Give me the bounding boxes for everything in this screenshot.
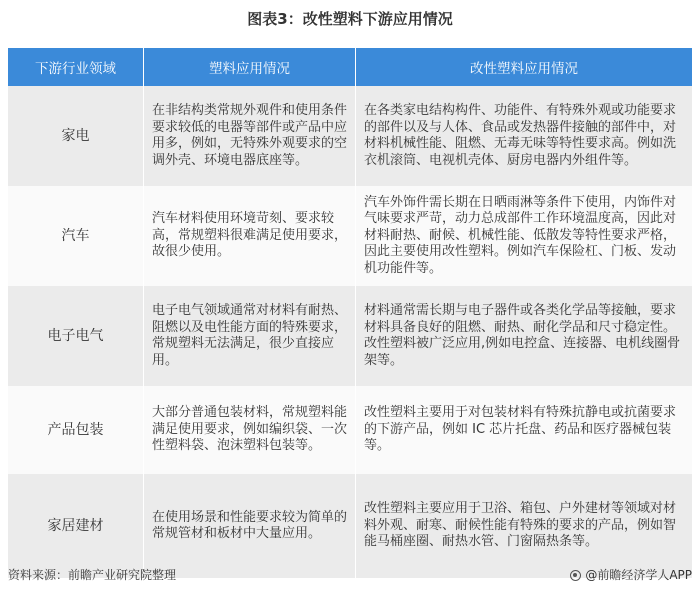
plastic-cell: 汽车材料使用环境苛刻、要求较高，常规塑料很难满足使用要求，故很少使用。 (144, 186, 356, 286)
table-row (8, 186, 692, 286)
modified-cell: 改性塑料主要用于对包装材料有特殊抗静电或抗菌要求的下游产品，例如 IC 芯片托盘、药品和医疗器械包装等。 (356, 386, 692, 474)
brand-logo-icon (570, 570, 581, 581)
sector-cell: 家电 (8, 86, 144, 186)
modified-cell: 材料通常需长期与电子器件或各类化学品等接触，要求材料具备良好的阻燃、耐热、耐化学品和尺寸稳定性。改性塑料被广泛应用,例如电控盒、连接器、电机线圈骨架等。 (356, 286, 692, 386)
application-table (8, 48, 692, 578)
modified-cell: 在各类家电结构构件、功能件、有特殊外观或功能要求的部件以及与人体、食品或发热器件接触的部件中，对材料机械性能、阻燃、无毒无味等特性要求高。例如洗衣机滚筒、电视机壳体、厨房电器内外组件等。 (356, 86, 692, 186)
header-sector: 下游行业领域 (8, 48, 144, 86)
sector-cell: 家居建材 (8, 474, 144, 578)
plastic-cell: 大部分普通包装材料，常规塑料能满足使用要求，例如编织袋、一次性塑料袋、泡沫塑料包装等。 (144, 386, 356, 474)
header-plastic: 塑料应用情况 (144, 48, 356, 86)
table-header-row (8, 48, 692, 86)
plastic-cell: 电子电气领域通常对材料有耐热、阻燃以及电性能方面的特殊要求，常规塑料无法满足，很少直接应用。 (144, 286, 356, 386)
table-row (8, 86, 692, 186)
table-row (8, 286, 692, 386)
plastic-cell: 在使用场景和性能要求较为简单的常规管材和板材中大量应用。 (144, 474, 356, 578)
brand-text: @前瞻经济学人APP (585, 568, 692, 582)
modified-cell: 汽车外饰件需长期在日晒雨淋等条件下使用，内饰件对气味要求严苛，动力总成部件工作环境温度高，因此对材料耐热、耐候、机械性能、低散发等特性要求严格，因此主要使用改性塑料。例如汽车保险杠、门板、发动机功能件等。 (356, 186, 692, 286)
plastic-cell: 在非结构类常规外观件和使用条件要求较低的电器等部件或产品中应用多，例如，无特殊外观要求的空调外壳、环境电器底座等。 (144, 86, 356, 186)
table-row (8, 386, 692, 474)
sector-cell: 产品包装 (8, 386, 144, 474)
modified-cell: 改性塑料主要应用于卫浴、箱包、户外建材等领域对材料外观、耐寒、耐候性能有特殊的要求的产品，例如智能马桶座圈、耐热水管、门窗隔热条等。 (356, 474, 692, 578)
table-row (8, 474, 692, 578)
source-note: 资料来源：前瞻产业研究院整理 (8, 568, 177, 582)
sector-cell: 电子电气 (8, 286, 144, 386)
chart-title: 图表3：改性塑料下游应用情况 (247, 10, 453, 28)
sector-cell: 汽车 (8, 186, 144, 286)
brand-credit (570, 567, 692, 583)
header-modified: 改性塑料应用情况 (356, 48, 692, 86)
